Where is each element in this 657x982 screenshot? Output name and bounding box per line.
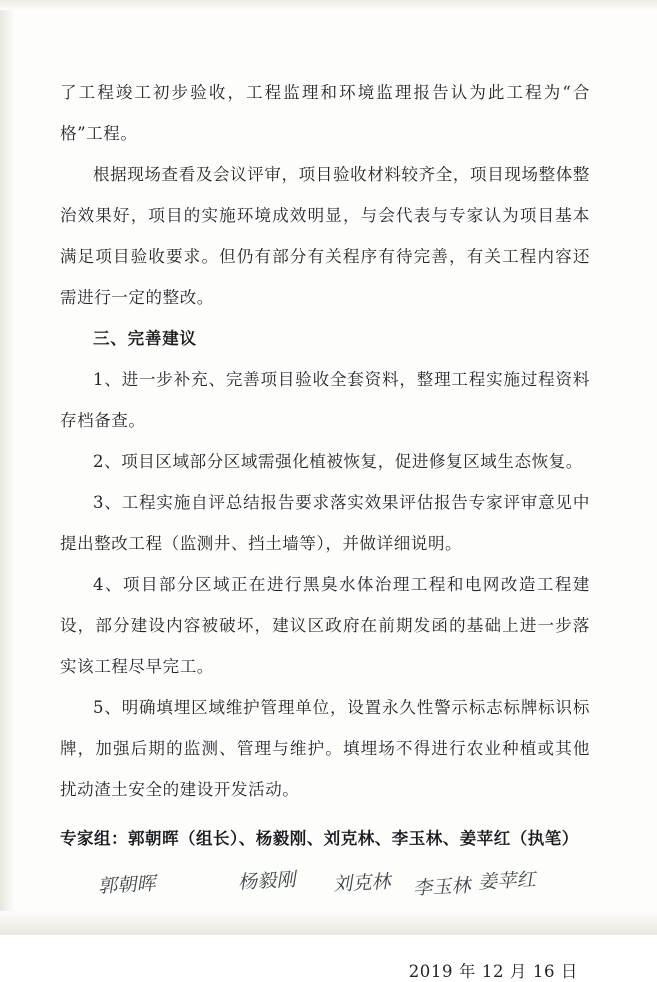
signature-li-yulin: 李玉林 (412, 874, 474, 900)
scan-edge-left (0, 0, 14, 935)
paragraph-continuation: 了工程竣工初步验收，工程监理和环境监理报告认为此工程为“合格”工程。 (60, 83, 590, 143)
signature-liu-kelin: 刘克林 (332, 870, 394, 896)
expert-group-line: 专家组：郭朝晖（组长）、杨毅刚、刘克林、李玉林、姜苹红（执笔） (60, 829, 579, 848)
signature-row (60, 860, 590, 918)
list-item-2: 2、项目区域部分区域需强化植被恢复，促进修复区域生态恢复。 (93, 452, 583, 471)
document-body (60, 72, 590, 982)
document-date: 2019 年 12 月 16 日 (408, 962, 578, 981)
list-item-1: 1、进一步补充、完善项目验收全套资料，整理工程实施过程资料存档备查。 (60, 370, 590, 430)
list-item-4: 4、项目部分区域正在进行黑臭水体治理工程和电网改造工程建设，部分建设内容被破坏，建议区政府在前期发函的基础上进一步落实该工程尽早完工。 (60, 575, 590, 676)
paragraph-review-summary: 根据现场查看及会议评审，项目验收材料较齐全，项目现场整体整治效果好，项目的实施环境成效明显，与会代表与专家认为项目基本满足项目验收要求。但仍有部分有关程序有待完善，有关工程内容还需进行一定的整改。 (60, 165, 590, 307)
list-item-5: 5、明确填埋区域维护管理单位，设置永久性警示标志标牌标识标牌，加强后期的监测、管理与维护。填埋场不得进行农业种植或其他扰动渣土安全的建设开发活动。 (60, 698, 590, 799)
signature-yang-yigang: 杨毅刚 (237, 868, 299, 894)
scan-edge-top (0, 0, 657, 10)
signature-guo-zhaohui: 郭朝晖 (97, 872, 159, 898)
list-item-3: 3、工程实施自评总结报告要求落实效果评估报告专家评审意见中提出整改工程（监测井、挡土墙等），并做详细说明。 (60, 493, 590, 553)
signature-jiang-pinghong: 姜苹红 (477, 868, 539, 894)
section-heading: 三、完善建议 (93, 329, 197, 348)
